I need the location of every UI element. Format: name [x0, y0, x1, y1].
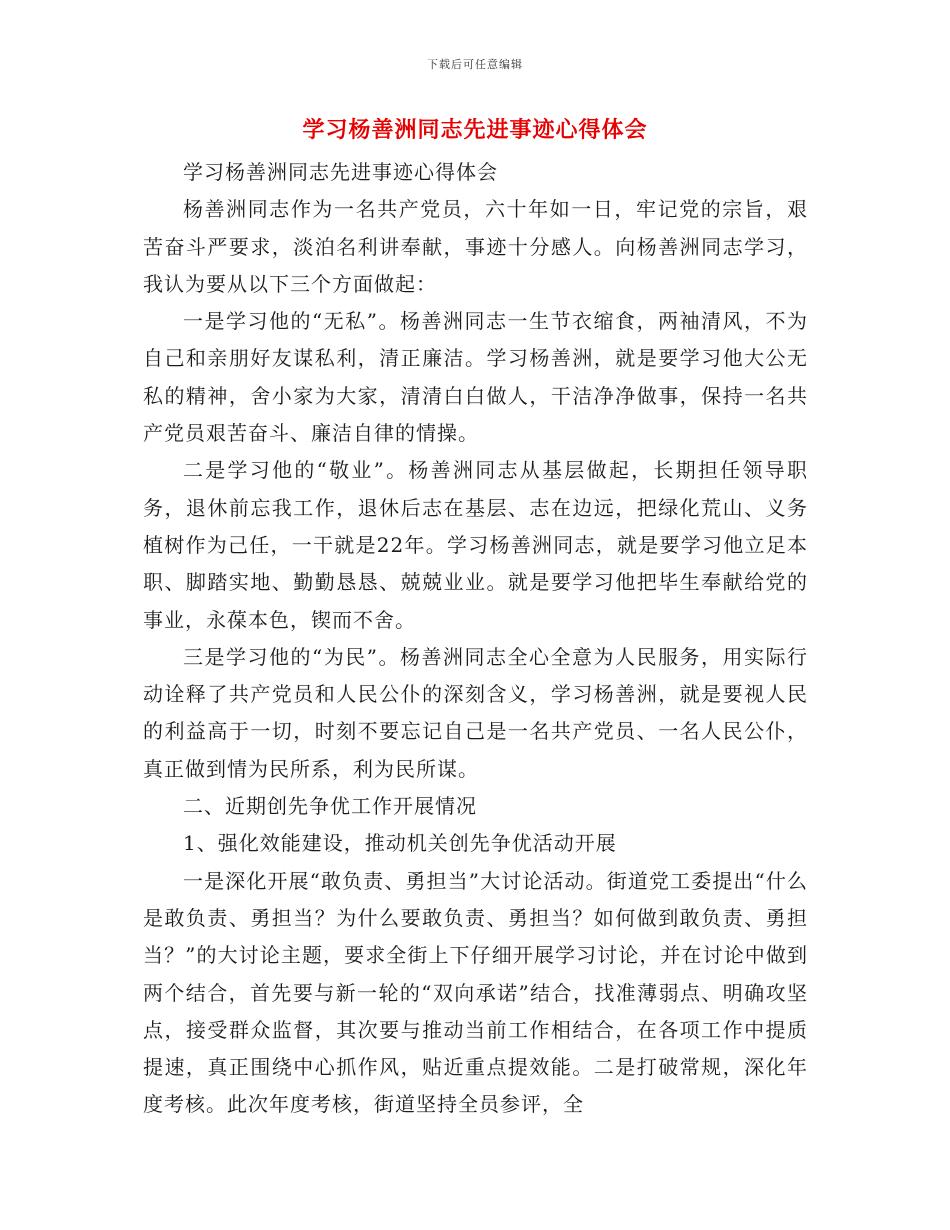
paragraph: 一是学习他的“无私”。杨善洲同志一生节衣缩食，两袖清风，不为自己和亲朋好友谋私利，清正廉洁。学习杨善洲，就是要学习他大公无私的精神，舍小家为大家，清清白白做人，干洁净净做事，保持一名共产党员艰苦奋斗、廉洁自律的情操。: [143, 309, 808, 446]
subsection-heading: 1、强化效能建设，推动机关创先争优活动开展: [183, 831, 617, 856]
paragraph: 二是学习他的“敬业”。杨善洲同志从基层做起，长期担任领导职务，退休前忘我工作，退休后志在基层、志在边远，把绿化荒山、义务植树作为己任，一干就是22年。学习杨善洲同志，就是要学习他立足本职、脚踏实地、勤勤恳恳、兢兢业业。就是要学习他把毕生奉献给党的事业，永葆本色，锲而不舍。: [143, 458, 808, 632]
paragraph: 三是学习他的“为民”。杨善洲同志全心全意为人民服务，用实际行动诠释了共产党员和人民公仆的深刻含义，学习杨善洲，就是要视人民的利益高于一切，时刻不要忘记自己是一名共产党员、一名人民公仆，真正做到情为民所系，利为民所谋。: [143, 644, 808, 781]
section-heading: 二、近期创先争优工作开展情况: [183, 794, 477, 819]
paragraph: 一是深化开展“敢负责、勇担当”大讨论活动。街道党工委提出“什么是敢负责、勇担当？为什么要敢负责、勇担当？如何做到敢负责、勇担当？”的大讨论主题，要求全街上下仔细开展学习讨论，并在讨论中做到两个结合，首先要与新一轮的“双向承诺”结合，找准薄弱点、明确攻坚点，接受群众监督，其次要与推动当前工作相结合，在各项工作中提质提速，真正围绕中心抓作风，贴近重点提效能。二是打破常规，深化年度考核。此次年度考核，街道坚持全员参评，全: [143, 868, 808, 1117]
paragraph: 学习杨善洲同志先进事迹心得体会: [183, 160, 498, 184]
header-note: 下载后可任意编辑: [427, 58, 523, 71]
document-title: 学习杨善洲同志先进事迹心得体会: [302, 117, 648, 143]
paragraph: 杨善洲同志作为一名共产党员，六十年如一日，牢记党的宗旨，艰苦奋斗严要求，淡泊名利讲奉献，事迹十分感人。向杨善洲同志学习，我认为要从以下三个方面做起：: [143, 197, 808, 296]
document-body: [143, 154, 808, 1124]
